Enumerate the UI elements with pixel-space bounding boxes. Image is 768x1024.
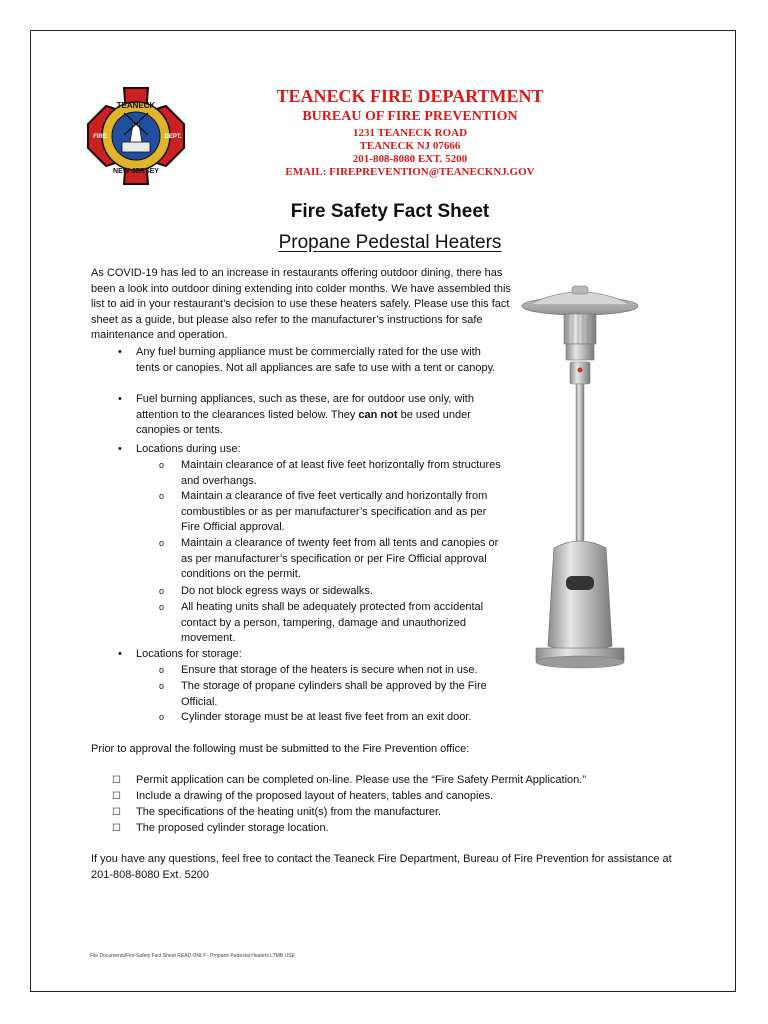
sub-bullet-marker: o: [159, 681, 165, 691]
sub-bullet-marker: o: [159, 538, 165, 548]
bullet-marker: •: [118, 648, 122, 660]
checklist-layout-drawing: Include a drawing of the proposed layout of heaters, tables and canopies.: [136, 790, 494, 802]
intro-paragraph: As COVID-19 has led to an increase in restaurants offering outdoor dining, there has been a look into outdoor dining extending into colder months. We have assembled this list to aid in your restaurant’s decision to use these heaters safely. Please use this fact sheet as a guide, but please also refer to the manufacturer’s instructions for safe maintenance and operation.: [91, 267, 511, 341]
bullet-outdoor-use-only: [136, 392, 506, 439]
sub-bullet-marker: o: [159, 712, 165, 722]
bullet-text: Fuel burning appliances, such as these, are for outdoor use only, with attention to the clearances listed below. They: [136, 393, 474, 421]
document-title: Fire Safety Fact Sheet: [290, 201, 490, 222]
fire-department-badge-logo: [86, 86, 186, 186]
bullet-text: be used under canopies or tents.: [136, 408, 471, 436]
bullet-commercially-rated: Any fuel burning appliance must be commercially rated for the use with tents or canopies. Not all appliances are safe to use with a tent or canopy.: [136, 346, 496, 374]
department-city: TEANECK NJ 07666: [359, 140, 461, 152]
department-phone: 201-808-8080 EXT. 5200: [352, 153, 468, 165]
sub-bullet-marker: o: [159, 491, 165, 501]
department-email: EMAIL: FIREPREVENTION@TEANECKNJ.GOV: [285, 166, 535, 178]
sub-bullet-marker: o: [159, 665, 165, 675]
badge-left-text: FIRE: [93, 134, 107, 140]
checklist-storage-location: The proposed cylinder storage location.: [136, 822, 329, 834]
checkbox-glyph: ☐: [112, 807, 121, 818]
document-subtitle: Propane Pedestal Heaters: [278, 232, 502, 253]
bullet-marker: •: [118, 393, 122, 405]
checkbox-glyph: ☐: [112, 775, 121, 786]
use-item-combustibles-clearance: Maintain a clearance of five feet vertically and horizontally from combustibles or as per manufacturer’s specification and as per Fire Official approval.: [181, 490, 488, 533]
bullet-locations-during-use: Locations during use:: [136, 443, 241, 455]
bullet-marker: •: [118, 346, 122, 358]
file-path-footer: File Documents/Fire Safety Fact Sheet READ ONLY - Propane Pedestal Heaters LTMB USE: [90, 953, 295, 959]
sub-bullet-marker: o: [159, 586, 165, 596]
bullet-marker: •: [118, 443, 122, 455]
storage-item-cylinders-approved: The storage of propane cylinders shall be approved by the Fire Official.: [181, 680, 487, 708]
sub-bullet-marker: o: [159, 602, 165, 612]
storage-item-secure: Ensure that storage of the heaters is secure when not in use.: [181, 664, 478, 676]
sub-bullet-marker: o: [159, 460, 165, 470]
use-item-structures-clearance: Maintain clearance of at least five feet horizontally from structures and overhangs.: [181, 459, 501, 487]
bullet-emphasis: can not: [358, 408, 398, 421]
checklist-permit-application: Permit application can be completed on-line. Please use the “Fire Safety Permit Application.”: [136, 774, 587, 786]
department-address: 1231 TEANECK ROAD: [352, 127, 468, 139]
bullet-locations-for-storage: Locations for storage:: [136, 648, 242, 660]
bureau-name: BUREAU OF FIRE PREVENTION: [302, 109, 518, 124]
closing-contact-paragraph: If you have any questions, feel free to contact the Teaneck Fire Department, Bureau of Fire Prevention for assistance at 201-808-8080 Ext. 5200: [91, 853, 672, 881]
badge-top-text: TEANECK: [116, 101, 156, 110]
badge-right-text: DEPT.: [164, 134, 182, 140]
checklist-specifications: The specifications of the heating unit(s) from the manufacturer.: [136, 806, 442, 818]
use-item-egress: Do not block egress ways or sidewalks.: [181, 585, 373, 597]
storage-item-exit-door: Cylinder storage must be at least five feet from an exit door.: [181, 711, 472, 723]
use-item-tents-clearance: Maintain a clearance of twenty feet from all tents and canopies or as per manufacturer’s specification or per Fire Official approval conditions on the permit.: [181, 537, 499, 580]
department-name: TEANECK FIRE DEPARTMENT: [276, 86, 544, 106]
propane-pedestal-heater-image: [520, 276, 640, 686]
checkbox-glyph: ☐: [112, 823, 121, 834]
checkbox-glyph: ☐: [112, 791, 121, 802]
prior-approval-statement: Prior to approval the following must be submitted to the Fire Prevention office:: [91, 743, 470, 755]
badge-bottom-text: NEW JERSEY: [113, 168, 159, 175]
use-item-protection: All heating units shall be adequately protected from accidental contact by a person, tampering, damage and unauthorized movement.: [181, 601, 484, 644]
